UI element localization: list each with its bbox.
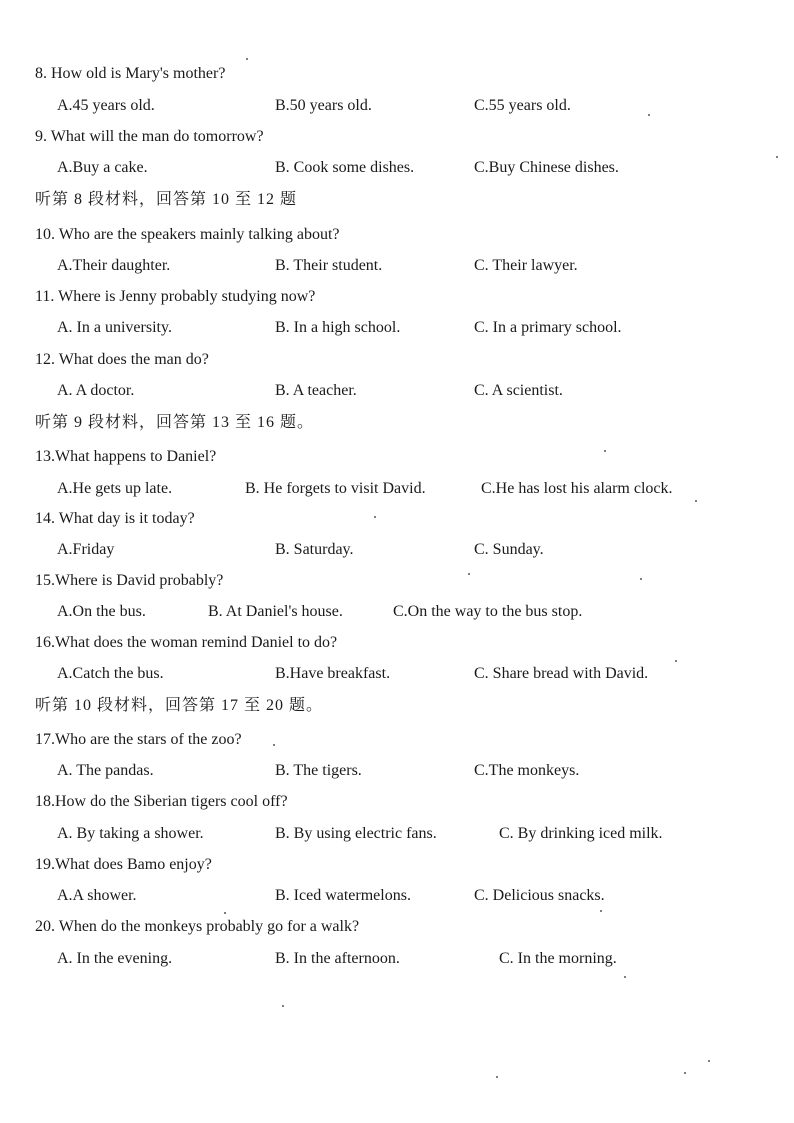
scan-speck [224, 912, 226, 914]
question-11: 11. Where is Jenny probably studying now? [35, 288, 316, 305]
question-19-option-b: B. Iced watermelons. [275, 887, 411, 904]
question-15: 15.Where is David probably? [35, 572, 224, 589]
question-13-option-a: A.He gets up late. [57, 480, 173, 497]
question-14-option-a: A.Friday [57, 541, 115, 558]
scan-speck [684, 1072, 686, 1074]
scan-speck [468, 573, 470, 575]
scan-speck [624, 976, 626, 978]
question-10-option-c: C. Their lawyer. [474, 257, 578, 274]
question-13: 13.What happens to Daniel? [35, 448, 217, 465]
scan-speck [695, 500, 697, 502]
question-9-option-b: B. Cook some dishes. [275, 159, 415, 176]
scan-speck [675, 660, 677, 662]
question-12-option-b: B. A teacher. [275, 382, 357, 399]
question-18-option-c: C. By drinking iced milk. [499, 825, 663, 842]
question-18: 18.How do the Siberian tigers cool off? [35, 793, 288, 810]
question-15-option-b: B. At Daniel's house. [208, 603, 343, 620]
scan-speck [708, 1060, 710, 1062]
question-8-option-c: C.55 years old. [474, 97, 571, 114]
scan-speck [282, 1005, 284, 1007]
question-14-option-b: B. Saturday. [275, 541, 354, 558]
question-12-option-c: C. A scientist. [474, 382, 563, 399]
section-10-heading: 听第 10 段材料，回答第 17 至 20 题。 [35, 697, 324, 714]
question-17-option-b: B. The tigers. [275, 762, 362, 779]
question-16-option-a: A.Catch the bus. [57, 665, 164, 682]
scan-speck [776, 156, 778, 158]
question-8: 8. How old is Mary's mother? [35, 65, 226, 82]
question-8-option-b: B.50 years old. [275, 97, 372, 114]
scan-speck [648, 114, 650, 116]
question-13-option-b: B. He forgets to visit David. [245, 480, 426, 497]
section-8-heading: 听第 8 段材料，回答第 10 至 12 题 [35, 191, 298, 208]
question-19-option-c: C. Delicious snacks. [474, 887, 605, 904]
question-18-option-b: B. By using electric fans. [275, 825, 437, 842]
question-17: 17.Who are the stars of the zoo? [35, 731, 242, 748]
question-14: 14. What day is it today? [35, 510, 195, 527]
question-11-option-a: A. In a university. [57, 319, 172, 336]
scan-speck [246, 58, 248, 60]
question-9-option-c: C.Buy Chinese dishes. [474, 159, 619, 176]
question-10-option-b: B. Their student. [275, 257, 383, 274]
question-12: 12. What does the man do? [35, 351, 209, 368]
question-14-option-c: C. Sunday. [474, 541, 544, 558]
question-17-option-a: A. The pandas. [57, 762, 154, 779]
question-20-option-c: C. In the morning. [499, 950, 617, 967]
question-20-option-b: B. In the afternoon. [275, 950, 400, 967]
question-19-option-a: A.A shower. [57, 887, 137, 904]
question-20: 20. When do the monkeys probably go for a walk? [35, 918, 360, 935]
question-19: 19.What does Bamo enjoy? [35, 856, 212, 873]
question-16-option-b: B.Have breakfast. [275, 665, 391, 682]
question-20-option-a: A. In the evening. [57, 950, 173, 967]
question-16: 16.What does the woman remind Daniel to do? [35, 634, 338, 651]
scan-speck [496, 1076, 498, 1078]
question-9: 9. What will the man do tomorrow? [35, 128, 264, 145]
scan-speck [640, 578, 642, 580]
question-8-option-a: A.45 years old. [57, 97, 155, 114]
question-16-option-c: C. Share bread with David. [474, 665, 649, 682]
scan-speck [273, 744, 275, 746]
scan-speck [600, 910, 602, 912]
question-12-option-a: A. A doctor. [57, 382, 135, 399]
question-10-option-a: A.Their daughter. [57, 257, 171, 274]
scan-speck [374, 516, 376, 518]
question-15-option-c: C.On the way to the bus stop. [393, 603, 583, 620]
question-17-option-c: C.The monkeys. [474, 762, 580, 779]
scan-speck [604, 450, 606, 452]
question-13-option-c: C.He has lost his alarm clock. [481, 480, 673, 497]
section-9-heading: 听第 9 段材料，回答第 13 至 16 题。 [35, 414, 315, 431]
question-11-option-b: B. In a high school. [275, 319, 401, 336]
question-18-option-a: A. By taking a shower. [57, 825, 204, 842]
question-10: 10. Who are the speakers mainly talking about? [35, 226, 340, 243]
question-9-option-a: A.Buy a cake. [57, 159, 148, 176]
question-11-option-c: C. In a primary school. [474, 319, 622, 336]
question-15-option-a: A.On the bus. [57, 603, 146, 620]
